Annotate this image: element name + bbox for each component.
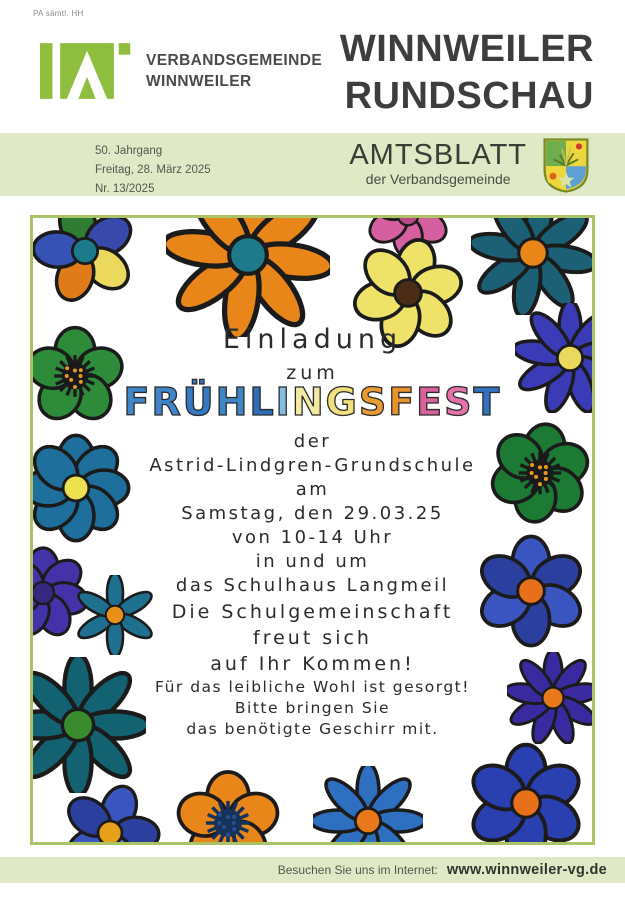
flyer-note-block: [33, 677, 592, 740]
flyer-text-line: am: [295, 479, 330, 500]
publisher-name: [146, 50, 322, 92]
fest-letter: N: [291, 380, 326, 424]
fest-letter: G: [325, 380, 359, 424]
fest-letter: Ü: [182, 380, 216, 424]
footer-bar: [0, 857, 625, 883]
fest-letter: H: [215, 380, 250, 424]
verbandsgemeinde-logo-icon: [40, 42, 136, 100]
flower-illustration: [30, 215, 140, 306]
amtsblatt-label: [349, 139, 527, 187]
page-title-line1: WINNWEILER: [339, 28, 594, 70]
flyer-text-line: Astrid-Lindgren-Grundschule: [149, 455, 476, 476]
issue-volume: 50. Jahrgang: [95, 145, 163, 157]
flyer-text-line: freut sich: [253, 627, 372, 649]
issue-info: [95, 142, 211, 199]
flyer-text-line: von 10-14 Uhr: [231, 527, 394, 548]
flyer-text-line: der: [293, 431, 332, 452]
fest-title: [33, 380, 592, 424]
flyer-heading: Einladung: [222, 324, 403, 355]
flower-illustration: [313, 766, 423, 845]
issue-date: Freitag, 28. März 2025: [95, 164, 211, 176]
flower-illustration: [471, 215, 595, 315]
flower-illustration: [58, 781, 162, 845]
publisher-logo: [40, 42, 322, 100]
flower-illustration: [170, 765, 286, 845]
fest-letter: L: [249, 380, 276, 424]
page-title-line2: RUNDSCHAU: [344, 75, 594, 117]
page-title: [340, 26, 594, 120]
flyer-text-line: auf Ihr Kommen!: [210, 653, 415, 675]
publisher-name-line2: WINNWEILER: [146, 73, 252, 90]
coat-of-arms-icon: [543, 138, 589, 193]
flyer-details-block: [33, 430, 592, 598]
fest-letter: T: [473, 380, 502, 424]
flyer-text-line: in und um: [255, 551, 370, 572]
amtsblatt-title: AMTSBLATT: [349, 139, 527, 171]
fest-letter: F: [123, 380, 152, 424]
flower-illustration: [464, 741, 588, 845]
fest-letter: E: [416, 380, 445, 424]
flyer-subheading: zum: [286, 362, 339, 384]
fest-letter: S: [444, 380, 474, 424]
flyer-text-line: Samstag, den 29.03.25: [181, 503, 444, 524]
issue-number: Nr. 13/2025: [95, 183, 155, 195]
amtsblatt-subtitle: der Verbandsgemeinde: [365, 171, 511, 187]
flyer-welcome-block: [33, 599, 592, 677]
flyer-text-line: Die Schulgemeinschaft: [171, 601, 454, 623]
footer-website-link[interactable]: www.winnweiler-vg.de: [446, 862, 607, 878]
flower-illustration: [166, 215, 330, 337]
flyer-text-line: das benötigte Geschirr mit.: [186, 720, 439, 738]
fruehlingsfest-flyer-image: [30, 215, 595, 845]
fest-letter: I: [275, 380, 292, 424]
flyer-text-line: das Schulhaus Langmeil: [175, 575, 450, 596]
publisher-name-line1: VERBANDSGEMEINDE: [146, 52, 323, 69]
fest-letter: F: [388, 380, 417, 424]
issue-info-bar: [0, 133, 625, 196]
mailing-note: PA sämtl. HH: [33, 9, 84, 18]
footer-label: Besuchen Sie uns im Internet:: [277, 863, 438, 877]
fest-letter: S: [358, 380, 389, 424]
flyer-text-line: Für das leibliche Wohl ist gesorgt!: [155, 678, 470, 696]
flyer-text-line: Bitte bringen Sie: [234, 699, 391, 717]
fest-letter: R: [151, 380, 183, 424]
